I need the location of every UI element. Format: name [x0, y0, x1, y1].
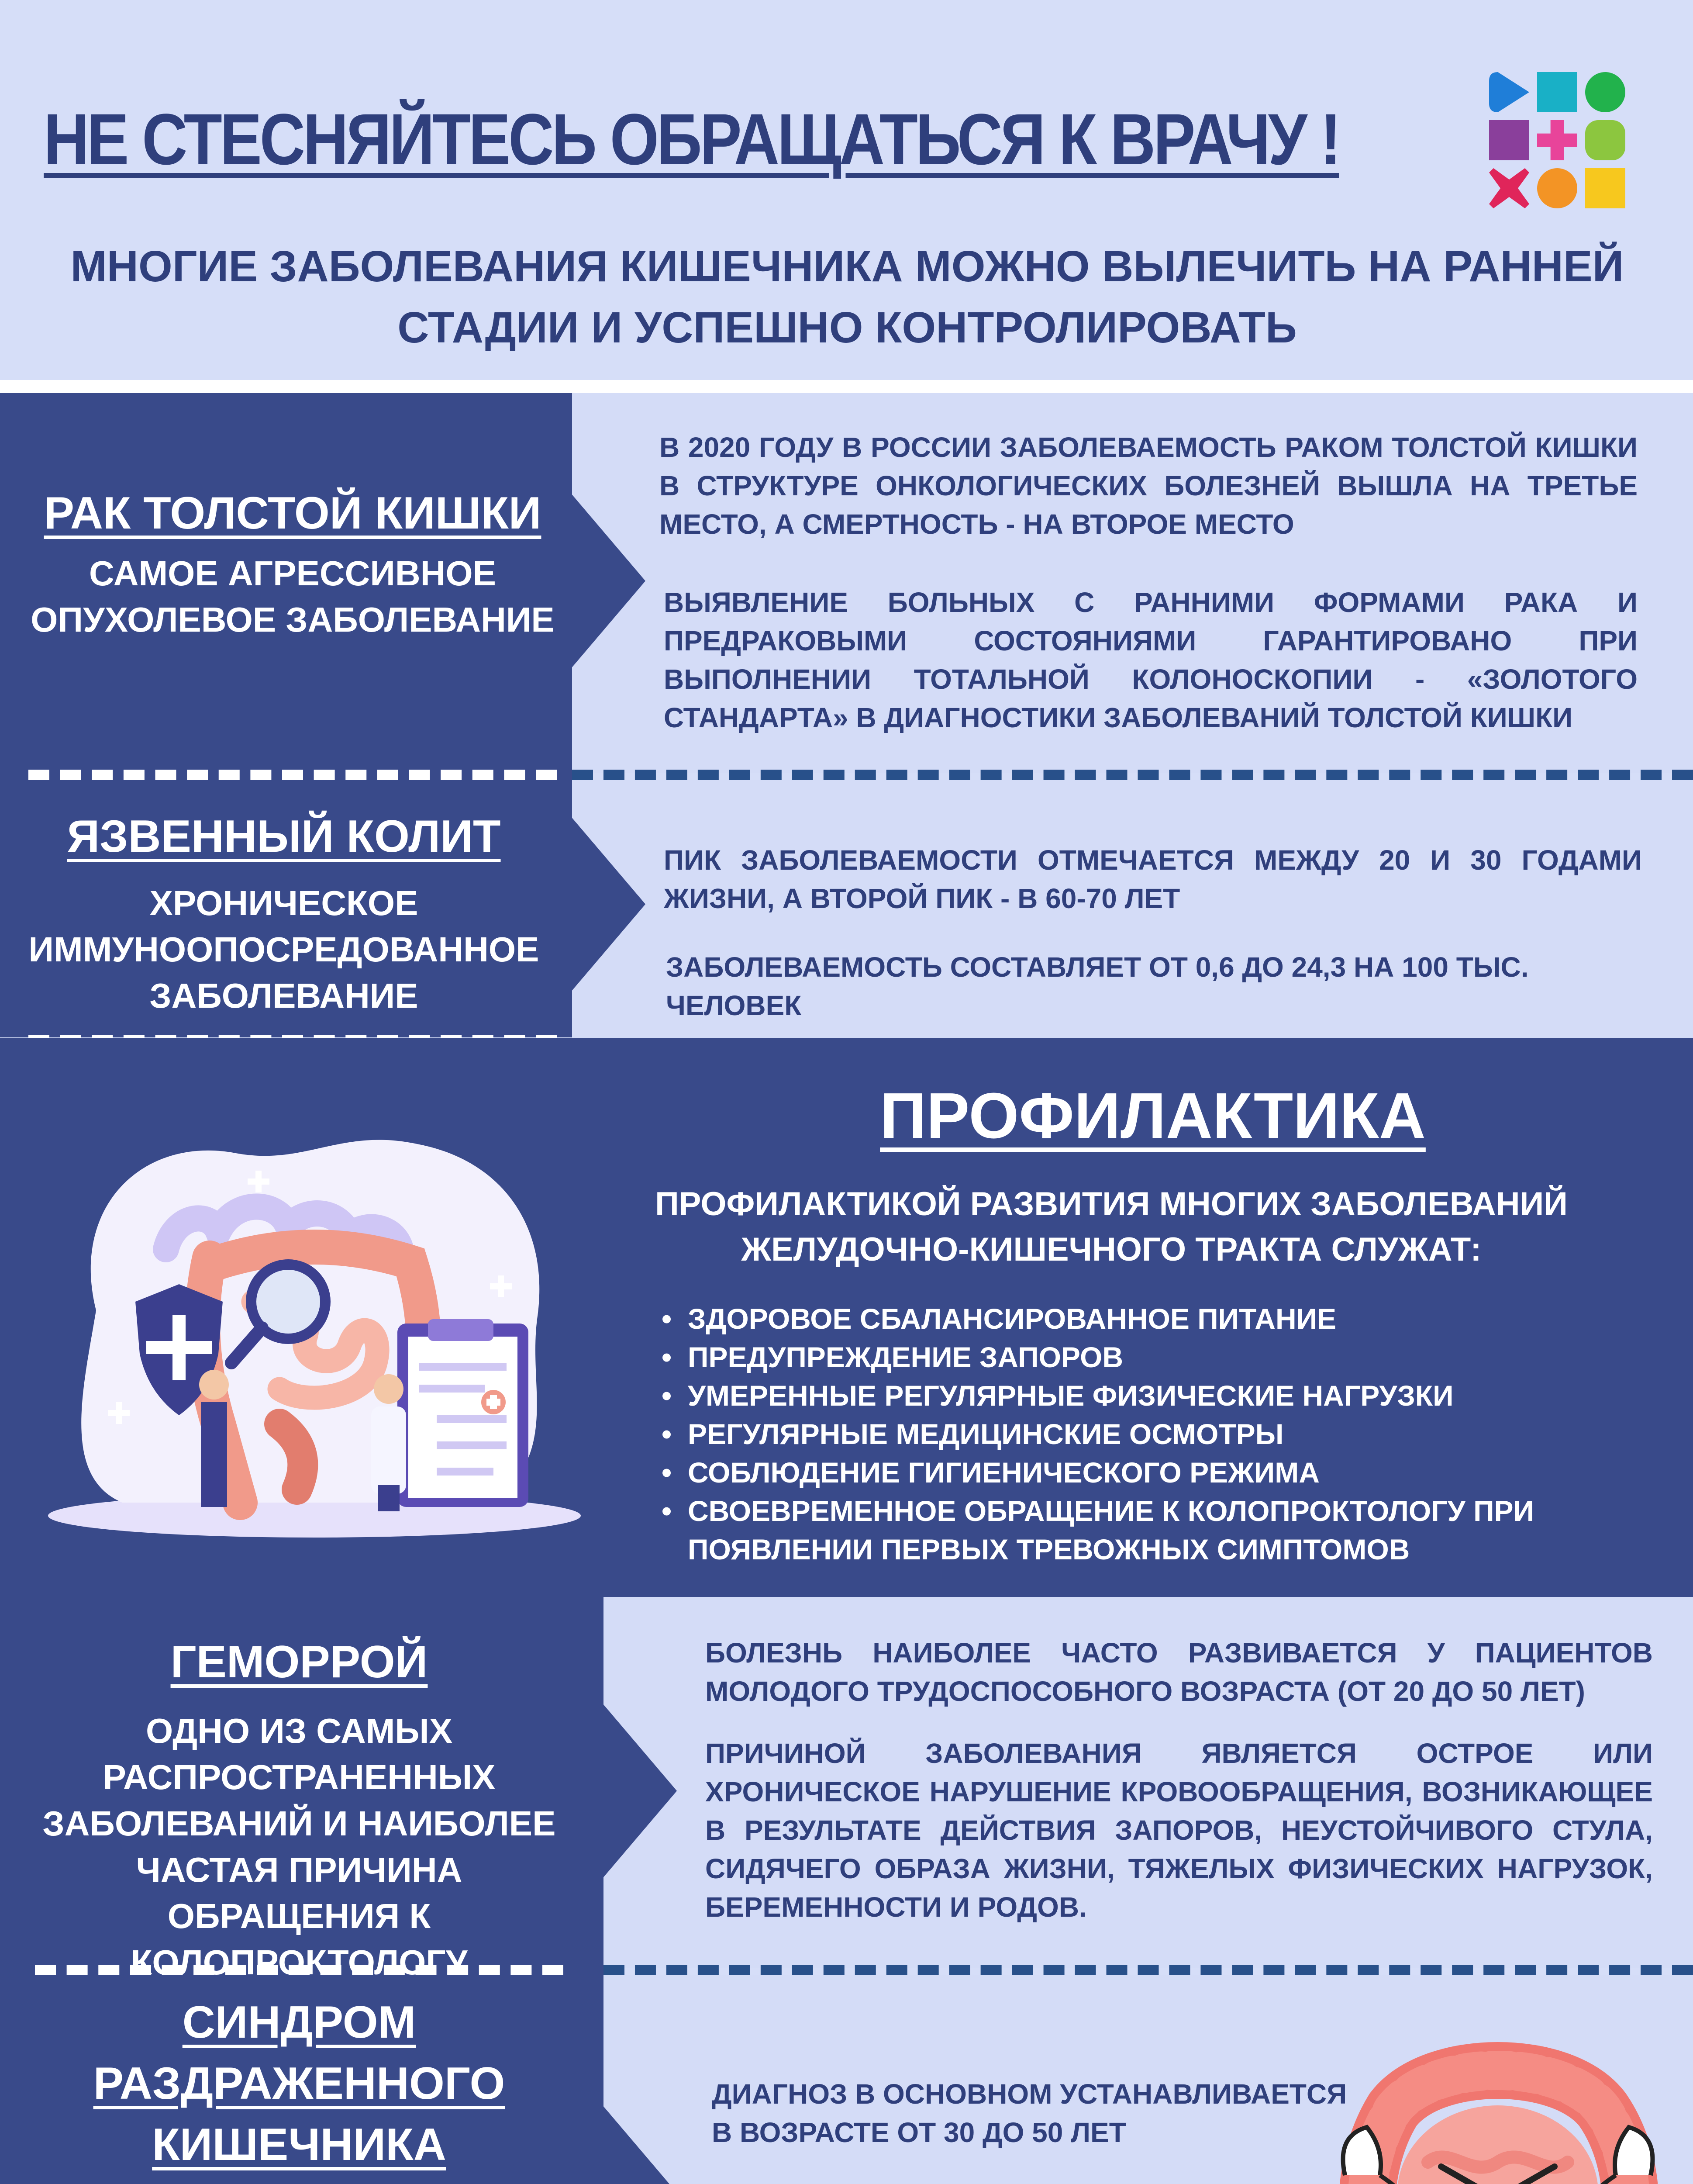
logo-tile-icon [1585, 72, 1625, 112]
intestine-doctors-illustration-icon [35, 1118, 594, 1546]
paragraph-colon-cancer-1: В 2020 ГОДУ В РОССИИ ЗАБОЛЕВАЕМОСТЬ РАКОМ ТОЛСТОЙ КИШКИ В СТРУКТУРЕ ОНКОЛОГИЧЕСКИХ БОЛЕЗНЕЙ ВЫШЛА НА ТРЕТЬЕ МЕСТО, А СМЕРТНОСТЬ - НА ВТОРОЕ МЕСТО [659, 432, 1638, 540]
section-title-colon-cancer: РАК ТОЛСТОЙ КИШКИ [44, 488, 541, 539]
logo-tile-icon [1489, 168, 1529, 208]
list-item: • СВОЕВРЕМЕННОЕ ОБРАЩЕНИЕ К КОЛОПРОКТОЛОГУ ПРИ ПОЯВЛЕНИИ ПЕРВЫХ ТРЕВОЖНЫХ СИМПТОМОВ [662, 1492, 1600, 1569]
list-item: • ПРЕДУПРЕЖДЕНИЕ ЗАПОРОВ [662, 1338, 1600, 1376]
list-item: • ЗДОРОВОЕ СБАЛАНСИРОВАННОЕ ПИТАНИЕ [662, 1299, 1600, 1338]
header [0, 0, 1693, 380]
list-item: • СОБЛЮДЕНИЕ ГИГИЕНИЧЕСКОГО РЕЖИМА [662, 1453, 1600, 1492]
divider-dashed [603, 1965, 1693, 1975]
divider-dashed [572, 770, 1693, 780]
arrow-pointer [603, 1704, 677, 1878]
divider-dashed [35, 1965, 563, 1975]
section-title-prevention: ПРОФИЛАКТИКА [880, 1080, 1426, 1152]
arrow-pointer [603, 2105, 677, 2184]
header-divider [0, 380, 1693, 393]
section-subtitle-hemorrhoids: ОДНО ИЗ САМЫХ РАСПРОСТРАНЕННЫХ ЗАБОЛЕВАНИЙ И НАИБОЛЕЕ ЧАСТАЯ ПРИЧИНА ОБРАЩЕНИЯ К КОЛОПРОКТОЛОГУ [42, 1711, 556, 1982]
list-item: • УМЕРЕННЫЕ РЕГУЛЯРНЫЕ ФИЗИЧЕСКИЕ НАГРУЗКИ [662, 1376, 1600, 1415]
divider-dashed [28, 770, 557, 780]
paragraph-colon-cancer-2: ВЫЯВЛЕНИЕ БОЛЬНЫХ С РАННИМИ ФОРМАМИ РАКА И ПРЕДРАКОВЫМИ СОСТОЯНИЯМИ ГАРАНТИРОВАНО ПРИ ВЫПОЛНЕНИИ ТОТАЛЬНОЙ КОЛОНОСКОПИИ - «ЗОЛОТОГО СТАНДАРТА» В ДИАГНОСТИКИ ЗАБОЛЕВАНИЙ ТОЛСТОЙ КИШКИ [664, 587, 1638, 733]
section-subtitle-colon-cancer: САМОЕ АГРЕССИВНОЕ ОПУХОЛЕВОЕ ЗАБОЛЕВАНИЕ [31, 554, 555, 639]
logo-tile-icon [1537, 72, 1577, 112]
paragraph-ulcerative-colitis-1: ПИК ЗАБОЛЕВАЕМОСТИ ОТМЕЧАЕТСЯ МЕЖДУ 20 И 30 ГОДАМИ ЖИЗНИ, А ВТОРОЙ ПИК - В 60-70 ЛЕТ [664, 844, 1642, 914]
paragraph-ibs-1: ДИАГНОЗ В ОСНОВНОМ УСТАНАВЛИВАЕТСЯ В ВОЗРАСТЕ ОТ 30 ДО 50 ЛЕТ [712, 2078, 1347, 2148]
crying-intestine-icon [1319, 2035, 1677, 2184]
logo-tile-icon [1585, 120, 1625, 160]
page-subtitle: МНОГИЕ ЗАБОЛЕВАНИЯ КИШЕЧНИКА МОЖНО ВЫЛЕЧИТЬ НА РАННЕЙ СТАДИИ И УСПЕШНО КОНТРОЛИРОВАТЬ [70, 242, 1624, 352]
prevention-intro: ПРОФИЛАКТИКОЙ РАЗВИТИЯ МНОГИХ ЗАБОЛЕВАНИЙ ЖЕЛУДОЧНО-КИШЕЧНОГО ТРАКТА СЛУЖАТ: [655, 1185, 1568, 1268]
section-title-ibs: СИНДРОМ РАЗДРАЖЕННОГО КИШЕЧНИКА [93, 1997, 505, 2170]
section-subtitle-ulcerative-colitis: ХРОНИЧЕСКОЕ ИММУНООПОСРЕДОВАННОЕ ЗАБОЛЕВАНИЕ [28, 884, 539, 1015]
arrow-pointer [571, 494, 645, 668]
section-title-ulcerative-colitis: ЯЗВЕННЫЙ КОЛИТ [67, 811, 501, 862]
logo-tile-icon [1537, 168, 1577, 208]
list-item: • РЕГУЛЯРНЫЕ МЕДИЦИНСКИЕ ОСМОТРЫ [662, 1415, 1600, 1453]
logo-icon [1485, 68, 1633, 212]
paragraph-hemorrhoids-1: БОЛЕЗНЬ НАИБОЛЕЕ ЧАСТО РАЗВИВАЕТСЯ У ПАЦИЕНТОВ МОЛОДОГО ТРУДОСПОСОБНОГО ВОЗРАСТА (ОТ 20 ДО 50 ЛЕТ) [705, 1637, 1653, 1707]
section-title-hemorrhoids: ГЕМОРРОЙ [170, 1637, 428, 1687]
logo-tile-icon [1585, 168, 1625, 208]
logo-tile-icon [1489, 120, 1529, 160]
page-title: НЕ СТЕСНЯЙТЕСЬ ОБРАЩАТЬСЯ К ВРАЧУ ! [44, 99, 1339, 180]
logo-tile-icon [1489, 72, 1529, 112]
arrow-pointer [571, 817, 645, 992]
paragraph-ulcerative-colitis-2: ЗАБОЛЕВАЕМОСТЬ СОСТАВЛЯЕТ ОТ 0,6 ДО 24,3 НА 100 ТЫС. ЧЕЛОВЕК [666, 951, 1529, 1021]
prevention-list [662, 1299, 1600, 1569]
logo-tile-icon [1537, 120, 1577, 160]
paragraph-hemorrhoids-2: ПРИЧИНОЙ ЗАБОЛЕВАНИЯ ЯВЛЯЕТСЯ ОСТРОЕ ИЛИ ХРОНИЧЕСКОЕ НАРУШЕНИЕ КРОВООБРАЩЕНИЯ, ВОЗНИКАЮЩЕЕ В РЕЗУЛЬТАТЕ ДЕЙСТВИЯ ЗАПОРОВ, НЕУСТОЙЧИВОГО СТУЛА, СИДЯЧЕГО ОБРАЗА ЖИЗНИ, ТЯЖЕЛЫХ ФИЗИЧЕСКИХ НАГРУЗОК, БЕРЕМЕННОСТИ И РОДОВ. [705, 1738, 1653, 1923]
